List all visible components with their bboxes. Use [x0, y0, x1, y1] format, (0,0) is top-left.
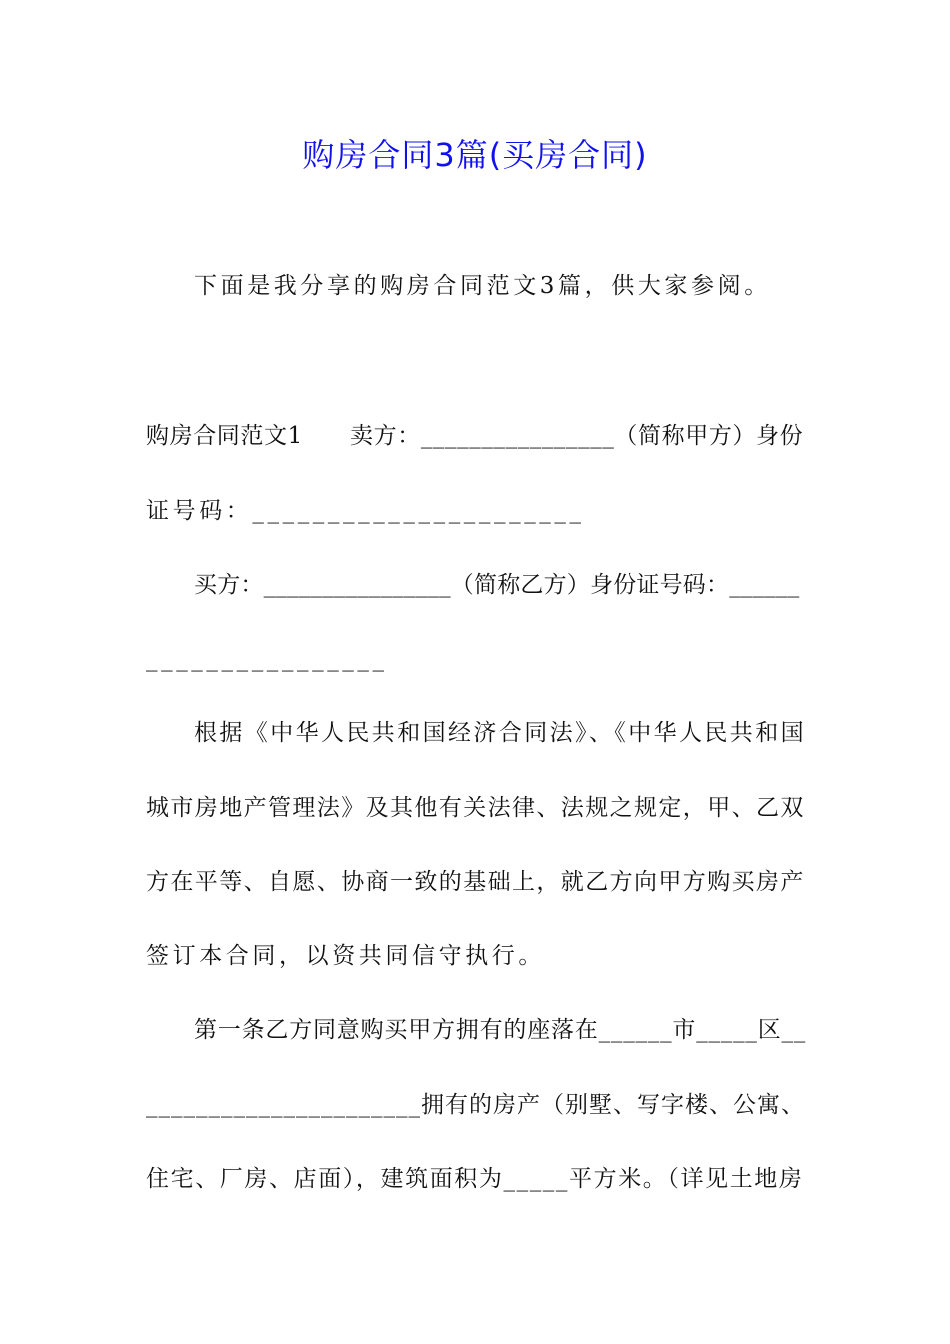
- body-line: 第一条乙方同意购买甲方拥有的座落在______市_____区__: [194, 1017, 807, 1043]
- body-line: 城市房地产管理法》及其他有关法律、法规之规定，甲、乙双: [146, 795, 805, 821]
- body-line: 根据《中华人民共和国经济合同法》、《中华人民共和国: [194, 720, 806, 746]
- body-line: ______________________拥有的房产（别墅、写字楼、公寓、: [146, 1092, 805, 1118]
- document-title: 购房合同3篇(买房合同): [302, 136, 648, 174]
- body-line: 购房合同范文1 卖方：________________（简称甲方）身份: [146, 423, 804, 449]
- body-line: 方在平等、自愿、协商一致的基础上，就乙方向甲方购买房产: [146, 869, 805, 895]
- body-line: ________________: [146, 646, 388, 672]
- body-line: 住宅、厂房、店面），建筑面积为_____平方米。（详见土地房: [146, 1166, 804, 1192]
- intro-line: 下面是我分享的购房合同范文3篇，供大家参阅。: [194, 273, 771, 299]
- body-line: 证号码：______________________: [146, 498, 585, 524]
- body-line: 签订本合同，以资共同信守执行。: [146, 943, 545, 969]
- body-line: 买方：________________（简称乙方）身份证号码：______: [194, 572, 800, 598]
